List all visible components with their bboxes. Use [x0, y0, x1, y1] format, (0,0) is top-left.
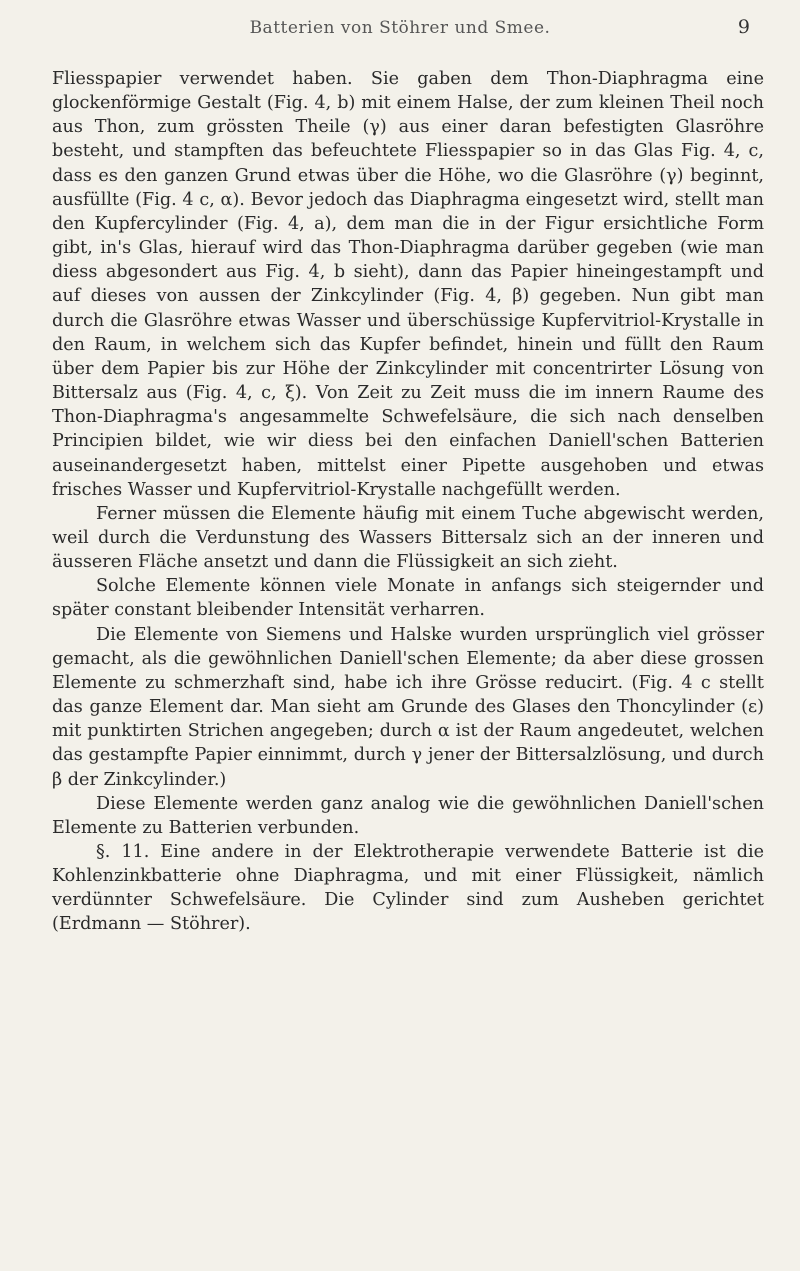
- paragraph-1: Fliesspapier verwendet haben. Sie gaben dem Thon-Diaphragma eine glockenförmige Gestalt (Fig. 4, b) mit einem Halse, der zum kleinen Theil noch aus Thon, zum grössten Theile (γ) aus einer daran befestigten Glasröhre besteht, und stampften das befeuchtete Fliesspapier so in das Glas Fig. 4, c, dass es den ganzen Grund etwas über die Höhe, wo die Glasröhre (γ) beginnt, ausfüllte (Fig. 4 c, α). Bevor jedoch das Diaphragma eingesetzt wird, stellt man den Kupfercylinder (Fig. 4, a), dem man die in der Figur ersichtliche Form gibt, in's Glas, hierauf wird das Thon-Diaphragma darüber gegeben (wie man diess abgesondert aus Fig. 4, b sieht), dann das Papier hineingestampft und auf dieses von aussen der Zinkcylinder (Fig. 4, β) gegeben. Nun gibt man durch die Glasröhre etwas Wasser und überschüssige Kupfervitriol-Krystalle in den Raum, in welchem sich das Kupfer befindet, hinein und füllt den Raum über dem Papier bis zur Höhe der Zinkcylinder mit concentrirter Lösung von Bittersalz aus (Fig. 4, c, ξ). Von Zeit zu Zeit muss die im innern Raume des Thon-Diaphragma's angesammelte Schwefelsäure, die sich nach denselben Principien bildet, wie wir diess bei den einfachen Daniell'schen Batterien auseinandergesetzt haben, mittelst einer Pipette ausgehoben und etwas frisches Wasser und Kupfervitriol-Krystalle nachgefüllt werden.: [52, 69, 764, 500]
- running-head: [0, 14, 800, 44]
- paragraph-5: Diese Elemente werden ganz analog wie die gewöhnlichen Daniell'schen Elemente zu Batterien verbunden.: [52, 793, 764, 838]
- body-text: [52, 67, 764, 937]
- paragraph-2: Ferner müssen die Elemente häufig mit einem Tuche abgewischt werden, weil durch die Verdunstung des Wassers Bittersalz sich an der inneren und äusseren Fläche ansetzt und dann die Flüssigkeit an sich zieht.: [52, 503, 764, 573]
- paragraph-4: Die Elemente von Siemens und Halske wurden ursprünglich viel grösser gemacht, als die gewöhnlichen Daniell'schen Elemente; da aber diese grossen Elemente zu schmerzhaft sind, habe ich ihre Grösse reducirt. (Fig. 4 c stellt das ganze Element dar. Man sieht am Grunde des Glases den Thoncylinder (ε) mit punktirten Strichen angegeben; durch α ist der Raum angedeutet, welchen das gestampfte Papier einnimmt, durch γ jener der Bittersalzlösung, und durch β der Zinkcylinder.): [52, 624, 764, 790]
- running-title: Batterien von Stöhrer und Smee.: [249, 18, 551, 38]
- paragraph-3: Solche Elemente können viele Monate in anfangs sich steigernder und später constant bleibender Intensität verharren.: [52, 576, 764, 621]
- paragraph-6: §. 11. Eine andere in der Elektrotherapie verwendete Batterie ist die Kohlenzinkbatterie ohne Diaphragma, und mit einer Flüssigkeit, nämlich verdünnter Schwefelsäure. Die Cylinder sind zum Ausheben gerichtet (Erdmann — Stöhrer).: [52, 842, 764, 935]
- page-number: 9: [737, 16, 750, 38]
